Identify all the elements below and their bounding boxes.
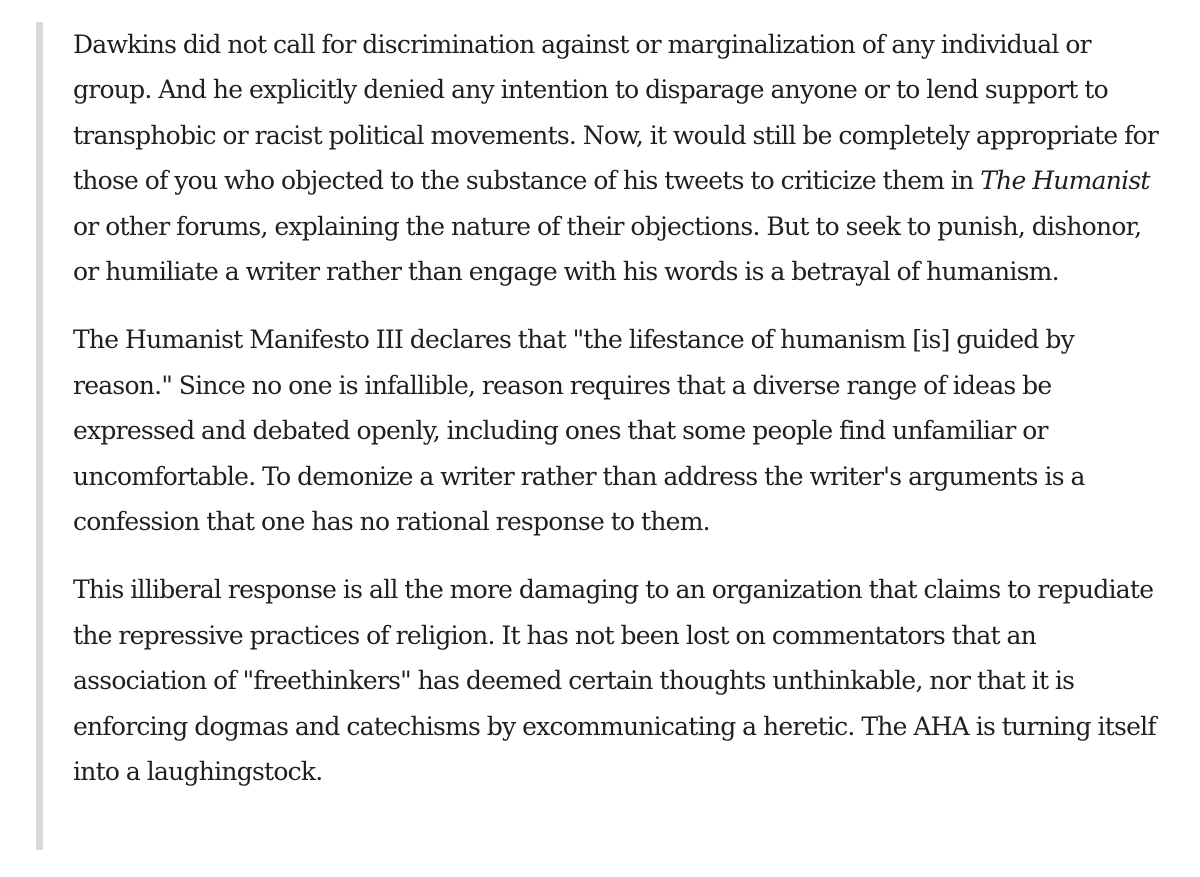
paragraph-2: The Humanist Manifesto III declares that "the lifestance of humanism [is] guided by reason." Since no one is infallible, reason requires that a diverse range of ideas be expressed and debated openly, including ones that some people find unfamiliar or uncomfortable. To demonize a writer rather than address the writer's arguments is a confession that one has no rational response to them. (73, 325, 1085, 537)
blockquote (36, 22, 1166, 850)
paragraph-1-text-after: or other forums, explaining the nature of their objections. But to seek to punish, dishonor, or humiliate a writer rather than engage with his words is a betrayal of humanism. (73, 211, 1142, 287)
paragraph-1 (73, 22, 1166, 294)
paragraph-1-text-before: Dawkins did not call for discrimination against or marginalization of any individual or group. And he explicitly denied any intention to disparage anyone or to lend support to transphobic or racist political movements. Now, it would still be completely appropriate for those of you who objected to the substance of his tweets to criticize them in (73, 30, 1159, 196)
publication-title: The Humanist (980, 166, 1150, 196)
paragraph-3: This illiberal response is all the more damaging to an organization that claims to repudiate the repressive practices of religion. It has not been lost on commentators that an association of "freethinkers" has deemed certain thoughts unthinkable, nor that it is enforcing dogmas and catechisms by excommunicating a heretic. The AHA is turning itself into a laughingstock. (73, 575, 1156, 787)
